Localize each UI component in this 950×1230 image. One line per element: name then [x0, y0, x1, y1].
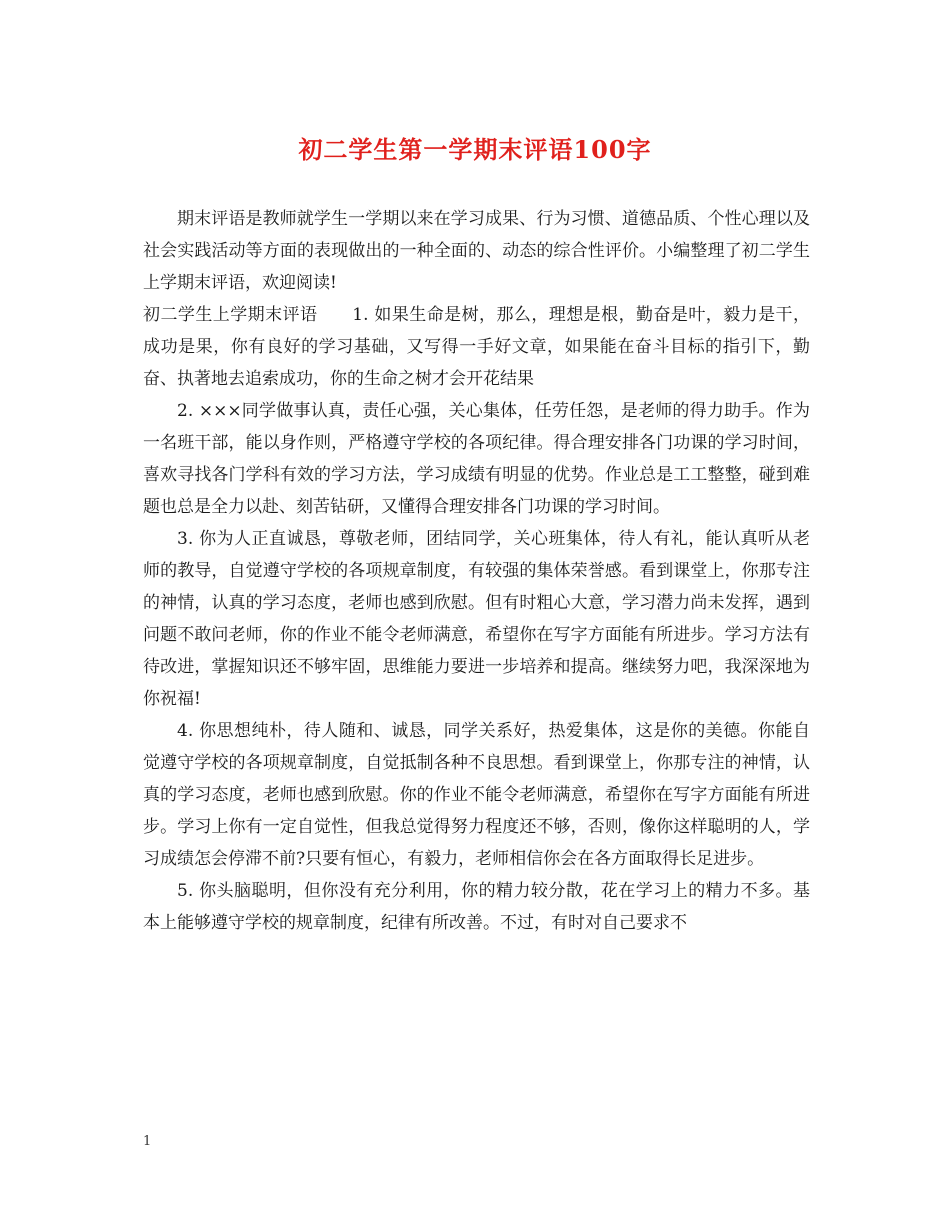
document-title: 初二学生第一学期末评语100字: [298, 135, 652, 164]
paragraph-comment-3: 3. 你为人正直诚恳，尊敬老师，团结同学，关心班集体，待人有礼，能认真听从老师的教导，自觉遵守学校的各项规章制度，有较强的集体荣誉感。看到课堂上，你那专注的神情，认真的学习态度，老师也感到欣慰。但有时粗心大意，学习潜力尚未发挥，遇到问题不敢问老师，你的作业不能令老师满意，希望你在写字方面能有所进步。学习方法有待改进，掌握知识还不够牢固，思维能力要进一步培养和提高。继续努力吧，我深深地为你祝福!: [143, 529, 810, 709]
page-number: 1: [143, 1134, 152, 1149]
paragraph-comment-2: 2. ×××同学做事认真，责任心强，关心集体，任劳任怨，是老师的得力助手。作为一名班干部，能以身作则，严格遵守学校的各项纪律。得合理安排各门功课的学习时间，喜欢寻找各门学科有效的学习方法，学习成绩有明显的优势。作业总是工工整整，碰到难题也总是全力以赴、刻苦钻研，又懂得合理安排各门功课的学习时间。: [143, 401, 810, 517]
paragraph-comment-1: 初二学生上学期末评语 1. 如果生命是树，那么，理想是根，勤奋是叶，毅力是干，成功是果，你有良好的学习基础，又写得一手好文章，如果能在奋斗目标的指引下，勤奋、执著地去追索成功，你的生命之树才会开花结果: [143, 305, 810, 389]
paragraph-comment-5: 5. 你头脑聪明，但你没有充分利用，你的精力较分散，花在学习上的精力不多。基本上能够遵守学校的规章制度，纪律有所改善。不过，有时对自己要求不: [143, 881, 810, 933]
paragraph-comment-4: 4. 你思想纯朴，待人随和、诚恳，同学关系好，热爱集体，这是你的美德。你能自觉遵守学校的各项规章制度，自觉抵制各种不良思想。看到课堂上，你那专注的神情，认真的学习态度，老师也感到欣慰。你的作业不能令老师满意，希望你在写字方面能有所进步。学习上你有一定自觉性，但我总觉得努力程度还不够，否则，像你这样聪明的人，学习成绩怎会停滞不前?只要有恒心，有毅力，老师相信你会在各方面取得长足进步。: [143, 721, 810, 869]
paragraph-intro: 期末评语是教师就学生一学期以来在学习成果、行为习惯、道德品质、个性心理以及社会实践活动等方面的表现做出的一种全面的、动态的综合性评价。小编整理了初二学生上学期末评语，欢迎阅读!: [143, 209, 810, 293]
document-body: [143, 203, 810, 939]
